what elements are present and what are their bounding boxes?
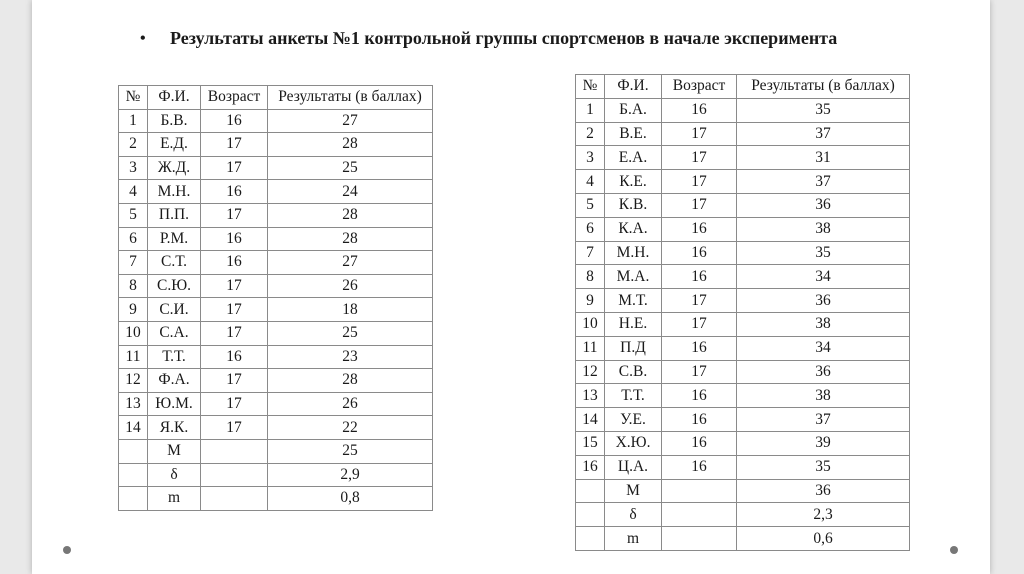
table-row <box>576 217 910 241</box>
cell-age: 16 <box>201 109 268 133</box>
cell-age: 17 <box>201 298 268 322</box>
cell-age: 16 <box>662 431 737 455</box>
cell-age: 17 <box>201 203 268 227</box>
table-row <box>576 265 910 289</box>
cell-age: 17 <box>662 360 737 384</box>
cell-number: 3 <box>576 146 605 170</box>
cell-name: Е.А. <box>605 146 662 170</box>
cell-name: Е.Д. <box>148 133 201 157</box>
cell-number: 6 <box>119 227 148 251</box>
table-row <box>576 170 910 194</box>
stats-row <box>576 503 910 527</box>
stats-value: 25 <box>268 439 433 463</box>
cell-age: 17 <box>662 122 737 146</box>
header-score: Результаты (в баллах) <box>737 75 910 99</box>
stats-label: М <box>148 439 201 463</box>
table-row <box>119 203 433 227</box>
cell-score: 28 <box>268 227 433 251</box>
stats-label: М <box>605 479 662 503</box>
cell-score: 39 <box>737 431 910 455</box>
table-row <box>119 109 433 133</box>
cell-name: Б.А. <box>605 98 662 122</box>
cell-age: 16 <box>662 217 737 241</box>
left-results-table <box>118 85 433 511</box>
table-row <box>576 193 910 217</box>
cell-score: 28 <box>268 369 433 393</box>
cell-score: 38 <box>737 312 910 336</box>
table-row <box>576 336 910 360</box>
cell-age: 17 <box>201 274 268 298</box>
stats-value: 36 <box>737 479 910 503</box>
cell-number: 5 <box>119 203 148 227</box>
cell-age: 16 <box>662 384 737 408</box>
cell-number: 13 <box>119 392 148 416</box>
cell-score: 38 <box>737 217 910 241</box>
cell-name: Т.Т. <box>605 384 662 408</box>
cell-score: 26 <box>268 274 433 298</box>
table-row <box>576 122 910 146</box>
header-age: Возраст <box>662 75 737 99</box>
stats-row <box>576 479 910 503</box>
cell-number: 1 <box>576 98 605 122</box>
cell-number: 2 <box>119 133 148 157</box>
slide-title-row <box>140 28 980 49</box>
cell-number: 12 <box>576 360 605 384</box>
table-row <box>119 180 433 204</box>
cell-score: 31 <box>737 146 910 170</box>
cell-score: 26 <box>268 392 433 416</box>
cell-number: 16 <box>576 455 605 479</box>
cell-number: 11 <box>576 336 605 360</box>
cell-number: 10 <box>576 312 605 336</box>
table-row <box>576 408 910 432</box>
cell-number: 11 <box>119 345 148 369</box>
cell-name: П.Д <box>605 336 662 360</box>
cell-score: 24 <box>268 180 433 204</box>
table-row <box>119 251 433 275</box>
cell-number: 8 <box>576 265 605 289</box>
header-number: № <box>119 86 148 110</box>
stats-empty-cell <box>119 439 148 463</box>
stats-empty-cell <box>201 439 268 463</box>
table-header-row <box>119 86 433 110</box>
cell-score: 25 <box>268 321 433 345</box>
cell-score: 18 <box>268 298 433 322</box>
cell-score: 36 <box>737 360 910 384</box>
table-row <box>119 321 433 345</box>
cell-score: 22 <box>268 416 433 440</box>
table-row <box>576 455 910 479</box>
cell-name: Н.Е. <box>605 312 662 336</box>
nav-dot-left-icon <box>63 546 71 554</box>
cell-age: 17 <box>662 312 737 336</box>
cell-score: 37 <box>737 170 910 194</box>
cell-score: 28 <box>268 133 433 157</box>
cell-age: 16 <box>201 345 268 369</box>
cell-age: 16 <box>201 180 268 204</box>
stats-empty-cell <box>576 479 605 503</box>
cell-name: М.Т. <box>605 289 662 313</box>
cell-name: Р.М. <box>148 227 201 251</box>
cell-number: 6 <box>576 217 605 241</box>
table-row <box>576 384 910 408</box>
table-row <box>576 146 910 170</box>
cell-score: 27 <box>268 251 433 275</box>
cell-score: 38 <box>737 384 910 408</box>
stats-empty-cell <box>662 479 737 503</box>
cell-number: 9 <box>119 298 148 322</box>
table-row <box>119 416 433 440</box>
cell-age: 17 <box>201 369 268 393</box>
cell-number: 14 <box>576 408 605 432</box>
cell-score: 36 <box>737 289 910 313</box>
stats-empty-cell <box>119 463 148 487</box>
cell-age: 16 <box>662 241 737 265</box>
cell-name: В.Е. <box>605 122 662 146</box>
table-row <box>576 241 910 265</box>
cell-number: 15 <box>576 431 605 455</box>
table-header-row <box>576 75 910 99</box>
cell-name: П.П. <box>148 203 201 227</box>
cell-number: 10 <box>119 321 148 345</box>
cell-score: 35 <box>737 455 910 479</box>
cell-number: 1 <box>119 109 148 133</box>
table-row <box>576 312 910 336</box>
header-number: № <box>576 75 605 99</box>
cell-score: 37 <box>737 408 910 432</box>
cell-name: Ф.А. <box>148 369 201 393</box>
stats-row <box>119 487 433 511</box>
cell-age: 16 <box>201 251 268 275</box>
cell-score: 28 <box>268 203 433 227</box>
cell-number: 13 <box>576 384 605 408</box>
stats-empty-cell <box>576 527 605 551</box>
cell-score: 27 <box>268 109 433 133</box>
cell-name: К.А. <box>605 217 662 241</box>
stats-label: δ <box>148 463 201 487</box>
cell-name: С.А. <box>148 321 201 345</box>
cell-number: 7 <box>576 241 605 265</box>
table-row <box>576 360 910 384</box>
cell-name: М.Н. <box>605 241 662 265</box>
stats-empty-cell <box>201 487 268 511</box>
cell-age: 16 <box>662 98 737 122</box>
cell-score: 34 <box>737 265 910 289</box>
table-row <box>119 156 433 180</box>
table-row <box>119 369 433 393</box>
cell-score: 37 <box>737 122 910 146</box>
table-row <box>119 345 433 369</box>
cell-number: 12 <box>119 369 148 393</box>
stats-row <box>119 463 433 487</box>
cell-number: 9 <box>576 289 605 313</box>
cell-score: 36 <box>737 193 910 217</box>
cell-number: 7 <box>119 251 148 275</box>
stats-empty-cell <box>576 503 605 527</box>
slide-title: Результаты анкеты №1 контрольной группы спортсменов в начале эксперимента <box>170 28 838 48</box>
cell-age: 17 <box>201 392 268 416</box>
cell-age: 16 <box>662 265 737 289</box>
cell-age: 16 <box>662 455 737 479</box>
header-age: Возраст <box>201 86 268 110</box>
table-row <box>119 298 433 322</box>
header-name: Ф.И. <box>605 75 662 99</box>
cell-age: 17 <box>662 146 737 170</box>
cell-name: Б.В. <box>148 109 201 133</box>
cell-name: М.Н. <box>148 180 201 204</box>
cell-number: 2 <box>576 122 605 146</box>
stats-label: m <box>148 487 201 511</box>
stats-label: δ <box>605 503 662 527</box>
cell-name: Я.К. <box>148 416 201 440</box>
table-row <box>119 274 433 298</box>
cell-age: 17 <box>201 156 268 180</box>
cell-number: 4 <box>576 170 605 194</box>
cell-age: 16 <box>201 227 268 251</box>
cell-number: 5 <box>576 193 605 217</box>
cell-score: 25 <box>268 156 433 180</box>
cell-name: К.Е. <box>605 170 662 194</box>
table-row <box>119 392 433 416</box>
stats-empty-cell <box>662 503 737 527</box>
cell-score: 23 <box>268 345 433 369</box>
cell-age: 16 <box>662 336 737 360</box>
cell-name: М.А. <box>605 265 662 289</box>
cell-name: Т.Т. <box>148 345 201 369</box>
cell-name: Х.Ю. <box>605 431 662 455</box>
cell-age: 17 <box>201 321 268 345</box>
cell-number: 8 <box>119 274 148 298</box>
cell-name: Ж.Д. <box>148 156 201 180</box>
stats-value: 2,9 <box>268 463 433 487</box>
cell-age: 17 <box>662 193 737 217</box>
stats-label: m <box>605 527 662 551</box>
cell-number: 3 <box>119 156 148 180</box>
table-row <box>119 133 433 157</box>
stats-row <box>576 527 910 551</box>
nav-dot-right-icon <box>950 546 958 554</box>
cell-age: 17 <box>662 170 737 194</box>
stats-empty-cell <box>119 487 148 511</box>
cell-name: С.Ю. <box>148 274 201 298</box>
table-row <box>576 289 910 313</box>
bullet-icon: • <box>140 29 146 47</box>
stats-row <box>119 439 433 463</box>
table-row <box>576 431 910 455</box>
header-name: Ф.И. <box>148 86 201 110</box>
cell-name: Ю.М. <box>148 392 201 416</box>
cell-number: 4 <box>119 180 148 204</box>
stats-value: 0,6 <box>737 527 910 551</box>
table-row <box>576 98 910 122</box>
cell-age: 17 <box>201 416 268 440</box>
cell-age: 17 <box>201 133 268 157</box>
cell-name: С.В. <box>605 360 662 384</box>
cell-age: 16 <box>662 408 737 432</box>
cell-name: С.И. <box>148 298 201 322</box>
cell-score: 35 <box>737 241 910 265</box>
stats-value: 0,8 <box>268 487 433 511</box>
cell-score: 35 <box>737 98 910 122</box>
stats-empty-cell <box>662 527 737 551</box>
cell-score: 34 <box>737 336 910 360</box>
stats-empty-cell <box>201 463 268 487</box>
cell-age: 17 <box>662 289 737 313</box>
header-score: Результаты (в баллах) <box>268 86 433 110</box>
table-row <box>119 227 433 251</box>
cell-name: С.Т. <box>148 251 201 275</box>
cell-name: У.Е. <box>605 408 662 432</box>
stats-value: 2,3 <box>737 503 910 527</box>
cell-name: Ц.А. <box>605 455 662 479</box>
cell-number: 14 <box>119 416 148 440</box>
cell-name: К.В. <box>605 193 662 217</box>
right-results-table <box>575 74 910 551</box>
